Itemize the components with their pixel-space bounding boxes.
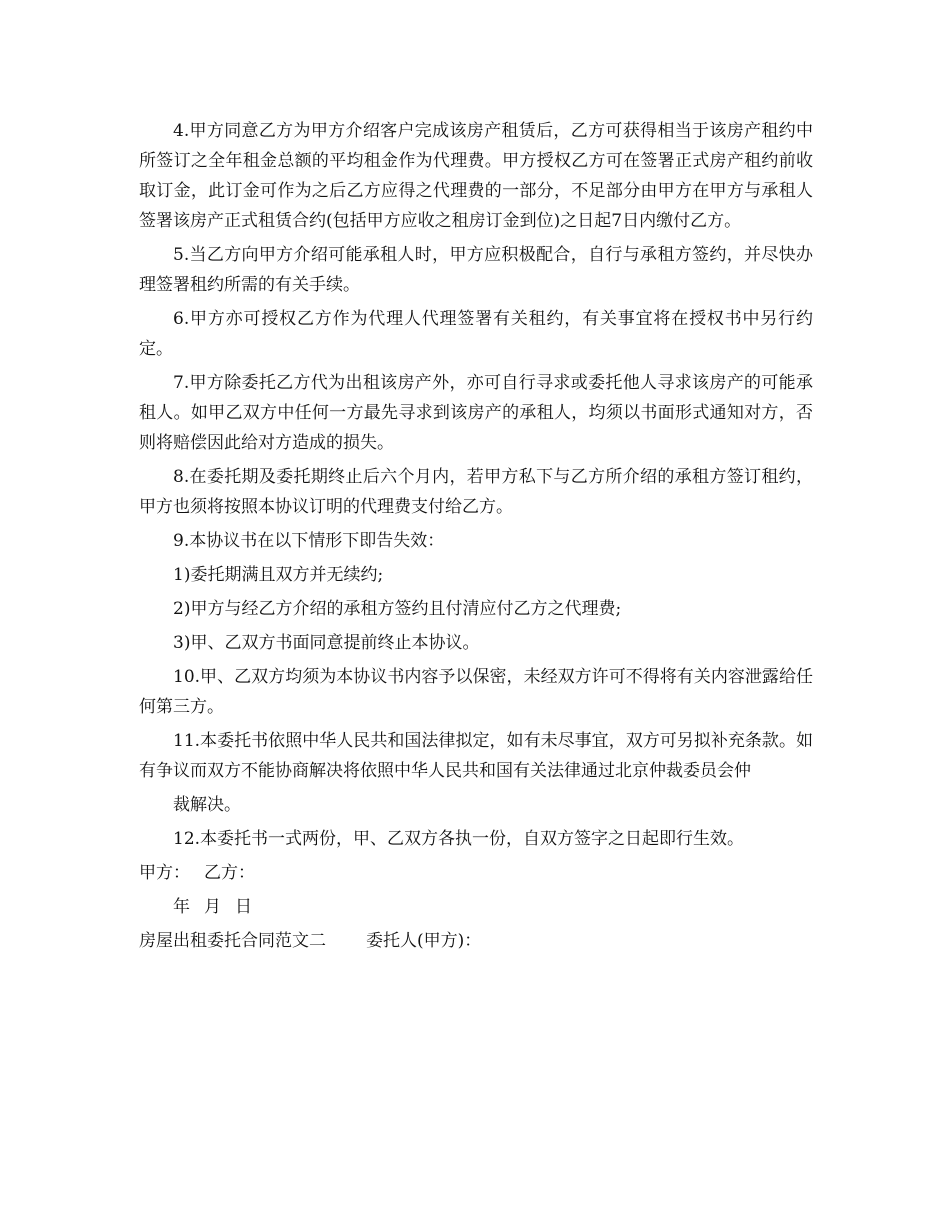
clause-5: 5.当乙方向甲方介绍可能承租人时，甲方应积极配合，自行与承租方签约，并尽快办理签署租约所需的有关手续。 [139,245,813,295]
clause-9-item-1: 1)委托期满且双方并无续约; [173,565,384,585]
clause-11: 11.本委托书依照中华人民共和国法律拟定，如有未尽事宜，双方可另拟补充条款。如有争议而双方不能协商解决将依照中华人民共和国有关法律通过北京仲裁委员会仲 [139,731,813,781]
clause-9-item-2: 2)甲方与经乙方介绍的承租方签约且付清应付乙方之代理费; [173,599,622,619]
clause-10: 10.甲、乙双方均须为本协议书内容予以保密，未经双方许可不得将有关内容泄露给任何第三方。 [139,667,813,717]
clause-12: 12.本委托书一式两份，甲、乙双方各执一份，自双方签字之日起即行生效。 [173,829,745,849]
signature-parties [139,858,813,888]
next-section-line [139,926,813,956]
date-month-label: 月 [204,897,221,917]
next-section-title: 房屋出租委托合同范文二 [139,931,326,951]
document-body [139,116,813,960]
principal-label: 委托人(甲方)： [366,931,482,951]
party-a-label: 甲方： [139,863,190,883]
date-day-label: 日 [235,897,252,917]
date-year-label: 年 [173,897,190,917]
party-b-label: 乙方： [204,863,255,883]
clause-6: 6.甲方亦可授权乙方作为代理人代理签署有关租约，有关事宜将在授权书中另行约定。 [139,309,813,359]
clause-8: 8.在委托期及委托期终止后六个月内，若甲方私下与乙方所介绍的承租方签订租约，甲方也须将按照本协议订明的代理费支付给乙方。 [139,467,813,517]
clause-9-item-3: 3)甲、乙双方书面同意提前终止本协议。 [173,633,480,653]
clause-7: 7.甲方除委托乙方代为出租该房产外，亦可自行寻求或委托他人寻求该房产的可能承租人。如甲乙双方中任何一方最先寻求到该房产的承租人，均须以书面形式通知对方，否则将赔偿因此给对方造成的损失。 [139,373,813,453]
clause-4: 4.甲方同意乙方为甲方介绍客户完成该房产租赁后，乙方可获得相当于该房产租约中所签订之全年租金总额的平均租金作为代理费。甲方授权乙方可在签署正式房产租约前收取订金，此订金可作为之后乙方应得之代理费的一部分，不足部分由甲方在甲方与承租人签署该房产正式租赁合约(包括甲方应收之租房订金到位)之日起7日内缴付乙方。 [139,121,813,231]
clause-11-continuation: 裁解决。 [173,795,241,815]
clause-9: 9.本协议书在以下情形下即告失效： [173,531,445,551]
signature-date [139,892,813,922]
